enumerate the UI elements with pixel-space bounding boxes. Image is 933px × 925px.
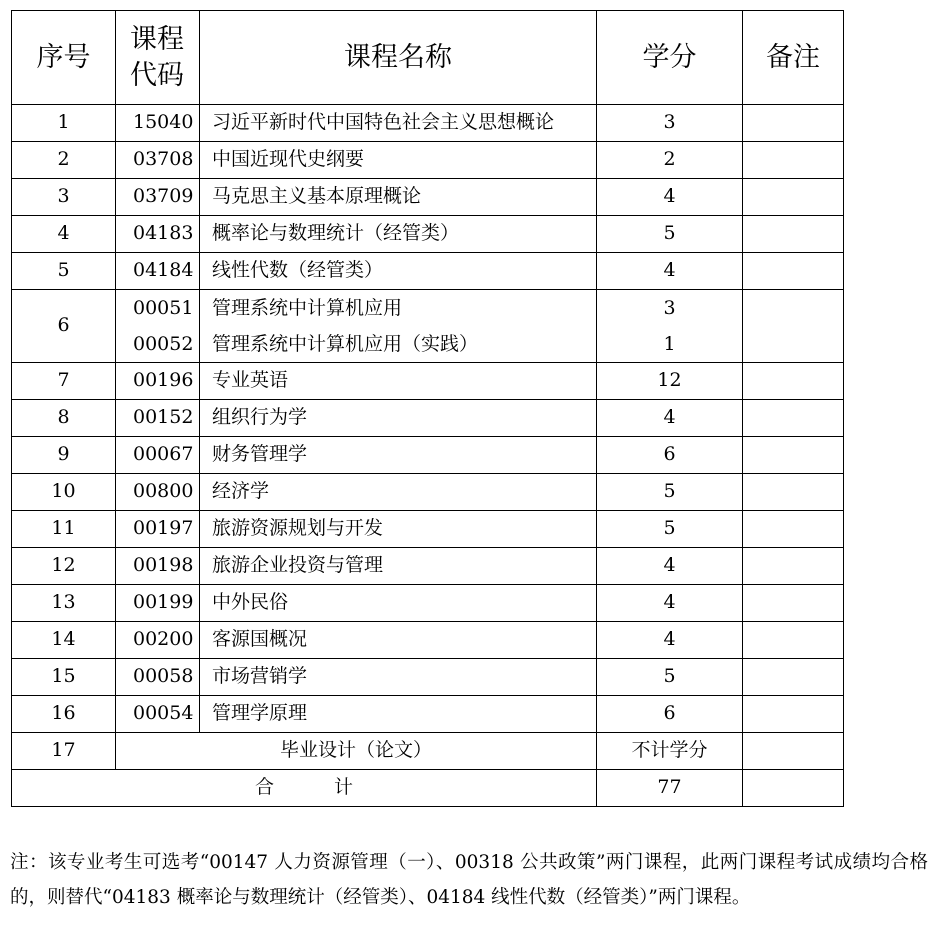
table-row [12, 290, 844, 363]
remark-cell [743, 548, 844, 585]
seq-cell: 7 [12, 363, 116, 400]
table-row [12, 437, 844, 474]
footnote: 注：该专业考生可选考“00147 人力资源管理（一）、00318 公共政策”两门课程，此两门课程考试成绩均合格的，则替代“04183 概率论与数理统计（经管类）、04184 线性代数（经管类）”两门课程。 [10, 852, 928, 908]
name-cell: 专业英语 [200, 363, 597, 400]
seq-cell: 8 [12, 400, 116, 437]
table-row [12, 105, 844, 142]
seq-cell: 11 [12, 511, 116, 548]
credits-cell: 4 [597, 179, 743, 216]
name-cell: 旅游企业投资与管理 [200, 548, 597, 585]
code-cell: 00067 [116, 437, 200, 474]
code-cell: 00200 [116, 622, 200, 659]
total-row [12, 770, 844, 807]
total-label-a: 合 [254, 776, 274, 799]
name-cell: 习近平新时代中国特色社会主义思想概论 [200, 105, 597, 142]
name-cell: 旅游资源规划与开发 [200, 511, 597, 548]
credits-cell: 5 [597, 659, 743, 696]
table-row [12, 142, 844, 179]
credits-cell: 4 [597, 253, 743, 290]
thesis-row [12, 733, 844, 770]
total-credits-cell: 77 [597, 770, 743, 807]
remark-cell [743, 216, 844, 253]
code-cell: 00058 [116, 659, 200, 696]
credits-cell-pair [597, 290, 743, 363]
table-row [12, 548, 844, 585]
name-cell: 客源国概况 [200, 622, 597, 659]
code-cell: 00152 [116, 400, 200, 437]
code-cell: 00198 [116, 548, 200, 585]
remark-cell [743, 400, 844, 437]
seq-cell: 16 [12, 696, 116, 733]
table-row [12, 253, 844, 290]
credits-cell: 4 [597, 548, 743, 585]
total-label-b: 计 [334, 776, 354, 799]
table-row [12, 216, 844, 253]
name-cell: 管理系统中计算机应用 [212, 297, 403, 319]
seq-cell: 9 [12, 437, 116, 474]
credits-cell: 3 [597, 105, 743, 142]
remark-cell [743, 179, 844, 216]
name-cell: 财务管理学 [200, 437, 597, 474]
credits-cell: 4 [597, 400, 743, 437]
remark-cell [743, 363, 844, 400]
code-cell: 15040 [116, 105, 200, 142]
remark-cell [743, 474, 844, 511]
seq-cell: 6 [12, 290, 116, 363]
code-cell: 00054 [116, 696, 200, 733]
remark-header: 备注 [743, 11, 844, 105]
remark-cell [743, 622, 844, 659]
thesis-credits-cell: 不计学分 [597, 733, 743, 770]
remark-cell [743, 770, 844, 807]
name-cell: 组织行为学 [200, 400, 597, 437]
name-cell: 中国近现代史纲要 [200, 142, 597, 179]
name-cell: 马克思主义基本原理概论 [200, 179, 597, 216]
name-cell: 管理系统中计算机应用（实践） [212, 333, 479, 355]
credits-cell: 5 [597, 216, 743, 253]
code-cell: 04183 [116, 216, 200, 253]
table-row [12, 400, 844, 437]
credits-cell: 2 [597, 142, 743, 179]
remark-cell [743, 511, 844, 548]
course-table [11, 10, 844, 807]
table-row [12, 585, 844, 622]
code-cell: 00197 [116, 511, 200, 548]
code-cell: 00800 [116, 474, 200, 511]
seq-cell: 5 [12, 253, 116, 290]
seq-cell: 14 [12, 622, 116, 659]
table-row [12, 696, 844, 733]
code-cell: 03709 [116, 179, 200, 216]
table-row [12, 511, 844, 548]
code-header-line1: 课程 [130, 24, 184, 56]
remark-cell [743, 585, 844, 622]
credits-cell: 5 [597, 511, 743, 548]
seq-cell: 12 [12, 548, 116, 585]
code-cell: 00196 [116, 363, 200, 400]
remark-cell [743, 696, 844, 733]
table-row [12, 363, 844, 400]
seq-cell: 10 [12, 474, 116, 511]
table-row [12, 474, 844, 511]
code-cell: 04184 [116, 253, 200, 290]
name-cell-pair [200, 290, 597, 363]
name-cell: 线性代数（经管类） [200, 253, 597, 290]
code-cell: 03708 [116, 142, 200, 179]
credits-cell: 4 [597, 622, 743, 659]
seq-header: 序号 [12, 11, 116, 105]
credits-cell: 3 [663, 297, 676, 319]
name-cell: 经济学 [200, 474, 597, 511]
credits-cell: 6 [597, 696, 743, 733]
code-cell: 00051 [133, 297, 194, 319]
name-cell: 概率论与数理统计（经管类） [200, 216, 597, 253]
seq-cell: 4 [12, 216, 116, 253]
remark-cell [743, 437, 844, 474]
remark-cell [743, 733, 844, 770]
seq-cell: 13 [12, 585, 116, 622]
name-cell: 市场营销学 [200, 659, 597, 696]
credits-header: 学分 [597, 11, 743, 105]
credits-cell: 6 [597, 437, 743, 474]
remark-cell [743, 253, 844, 290]
seq-cell: 1 [12, 105, 116, 142]
seq-cell: 15 [12, 659, 116, 696]
code-cell-pair [116, 290, 200, 363]
remark-cell [743, 290, 844, 363]
code-header-line2: 代码 [130, 59, 184, 91]
credits-cell: 4 [597, 585, 743, 622]
seq-cell: 3 [12, 179, 116, 216]
remark-cell [743, 659, 844, 696]
name-cell: 管理学原理 [200, 696, 597, 733]
table-row [12, 622, 844, 659]
seq-cell: 17 [12, 733, 116, 770]
table-row [12, 659, 844, 696]
total-label-cell [12, 770, 597, 807]
name-header: 课程名称 [200, 11, 597, 105]
remark-cell [743, 142, 844, 179]
table-header-row [12, 11, 844, 105]
code-cell: 00199 [116, 585, 200, 622]
code-cell: 00052 [133, 333, 194, 355]
table-row [12, 179, 844, 216]
thesis-name-cell: 毕业设计（论文） [116, 733, 597, 770]
remark-cell [743, 105, 844, 142]
credits-cell: 1 [663, 333, 676, 355]
code-header [116, 11, 200, 105]
name-cell: 中外民俗 [200, 585, 597, 622]
credits-cell: 12 [597, 363, 743, 400]
credits-cell: 5 [597, 474, 743, 511]
seq-cell: 2 [12, 142, 116, 179]
